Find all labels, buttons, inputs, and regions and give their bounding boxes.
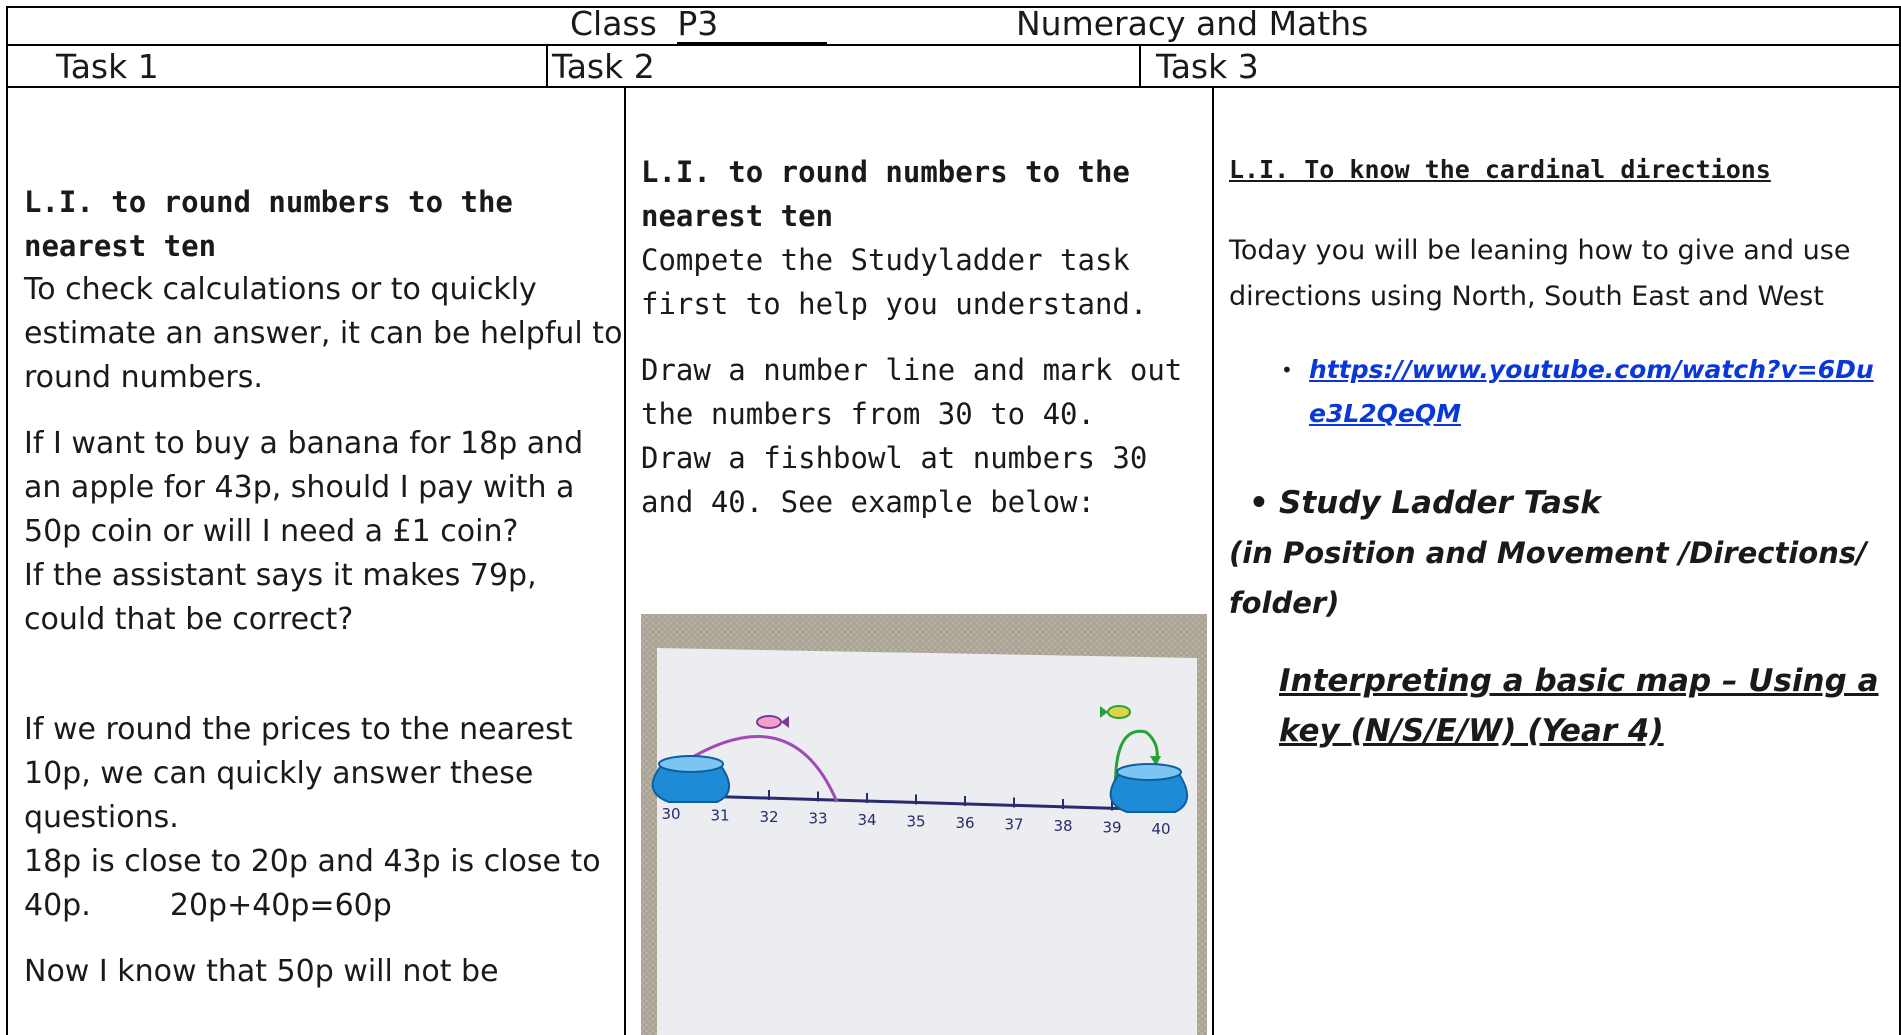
task-1-paragraph-4: 18p is close to 20p and 43p is close to	[24, 844, 601, 879]
task-1-paragraph-2b: If the assistant says it makes 79p, could that be correct?	[24, 558, 537, 637]
number-line-image	[641, 614, 1207, 1035]
task-1-paragraph-1: To check calculations or to quickly estimate an answer, it can be helpful to round numbers.	[24, 272, 623, 395]
class-title	[570, 3, 827, 45]
bullet: •	[1249, 485, 1269, 521]
tick-label-35: 35	[906, 812, 926, 831]
study-ladder-title: Study Ladder Task	[1279, 485, 1602, 521]
class-label: Class	[570, 4, 657, 43]
task-3-heading: L.I. To know the cardinal directions	[1229, 155, 1771, 184]
subject-title: Numeracy and Maths	[1016, 4, 1369, 43]
tick-label-31: 31	[710, 806, 730, 825]
task-1-heading: L.I. to round numbers to the nearest ten	[24, 185, 513, 263]
task-2-heading: L.I. to round numbers to the nearest ten	[641, 155, 1130, 233]
table-border-left	[6, 6, 8, 1035]
tick-label-39: 39	[1102, 818, 1122, 837]
youtube-link[interactable]: https://www.youtube.com/watch?v=6Due3L2QeQM	[1309, 355, 1874, 428]
task-1-label: Task 1	[56, 47, 159, 86]
column-divider-1	[624, 86, 626, 1035]
task-1-paragraph-5: Now I know that 50p will not be	[24, 954, 499, 989]
fishbowl-30	[653, 756, 729, 802]
task-2-paragraph-3: Draw a fishbowl at numbers 30 and 40. See example below:	[641, 441, 1148, 519]
task-2-paragraph-2: Draw a number line and mark out the numbers from 30 to 40.	[641, 353, 1183, 431]
task-3-content	[1229, 148, 1889, 756]
tick-label-36: 36	[955, 814, 975, 832]
task-1-content	[24, 180, 624, 994]
table-border-top	[6, 6, 1901, 8]
study-ladder-item	[1229, 478, 1889, 528]
tick-label-32: 32	[759, 808, 779, 826]
class-value: P3	[677, 6, 827, 44]
tick-label-34: 34	[857, 811, 877, 829]
task-2-content	[641, 150, 1201, 524]
link-list-item	[1281, 348, 1889, 436]
table-divider-header	[6, 44, 1901, 46]
table-divider-tasks	[6, 86, 1901, 88]
tick-label-37: 37	[1004, 815, 1024, 834]
study-ladder-subtitle: (in Position and Movement /Directions/ folder)	[1229, 536, 1867, 620]
task-3-intro: Today you will be leaning how to give and use directions using North, South East and West	[1229, 235, 1851, 312]
example-photo	[641, 614, 1207, 1035]
tick-label-33: 33	[808, 809, 828, 828]
task-1-sum-line	[24, 884, 624, 928]
task-3-link-list	[1229, 348, 1889, 436]
task-1-sum-a: 40p.	[24, 888, 91, 923]
task-header-divider-2	[1139, 44, 1141, 86]
column-divider-2	[1212, 86, 1214, 1035]
task-1-paragraph-3: If we round the prices to the nearest 10p, we can quickly answer these questions.	[24, 712, 573, 835]
tick-label-30: 30	[661, 805, 681, 823]
fishbowl-40	[1111, 764, 1187, 812]
tick-label-40: 40	[1151, 820, 1171, 838]
task-2-paragraph-1: Compete the Studyladder task first to help you understand.	[641, 243, 1148, 321]
task-2-label: Task 2	[552, 47, 655, 86]
task-1-sum-b: 20p+40p=60p	[169, 888, 392, 923]
task-header-divider-1	[546, 44, 548, 86]
map-task-link[interactable]: Interpreting a basic map – Using a key (N/S/E/W) (Year 4)	[1279, 663, 1879, 749]
task-1-paragraph-2: If I want to buy a banana for 18p and an apple for 43p, should I pay with a 50p coin or will I need a £1 coin?	[24, 426, 584, 549]
bullet: •	[1281, 358, 1293, 382]
tick-label-38: 38	[1053, 817, 1073, 835]
task-3-label: Task 3	[1156, 47, 1259, 86]
